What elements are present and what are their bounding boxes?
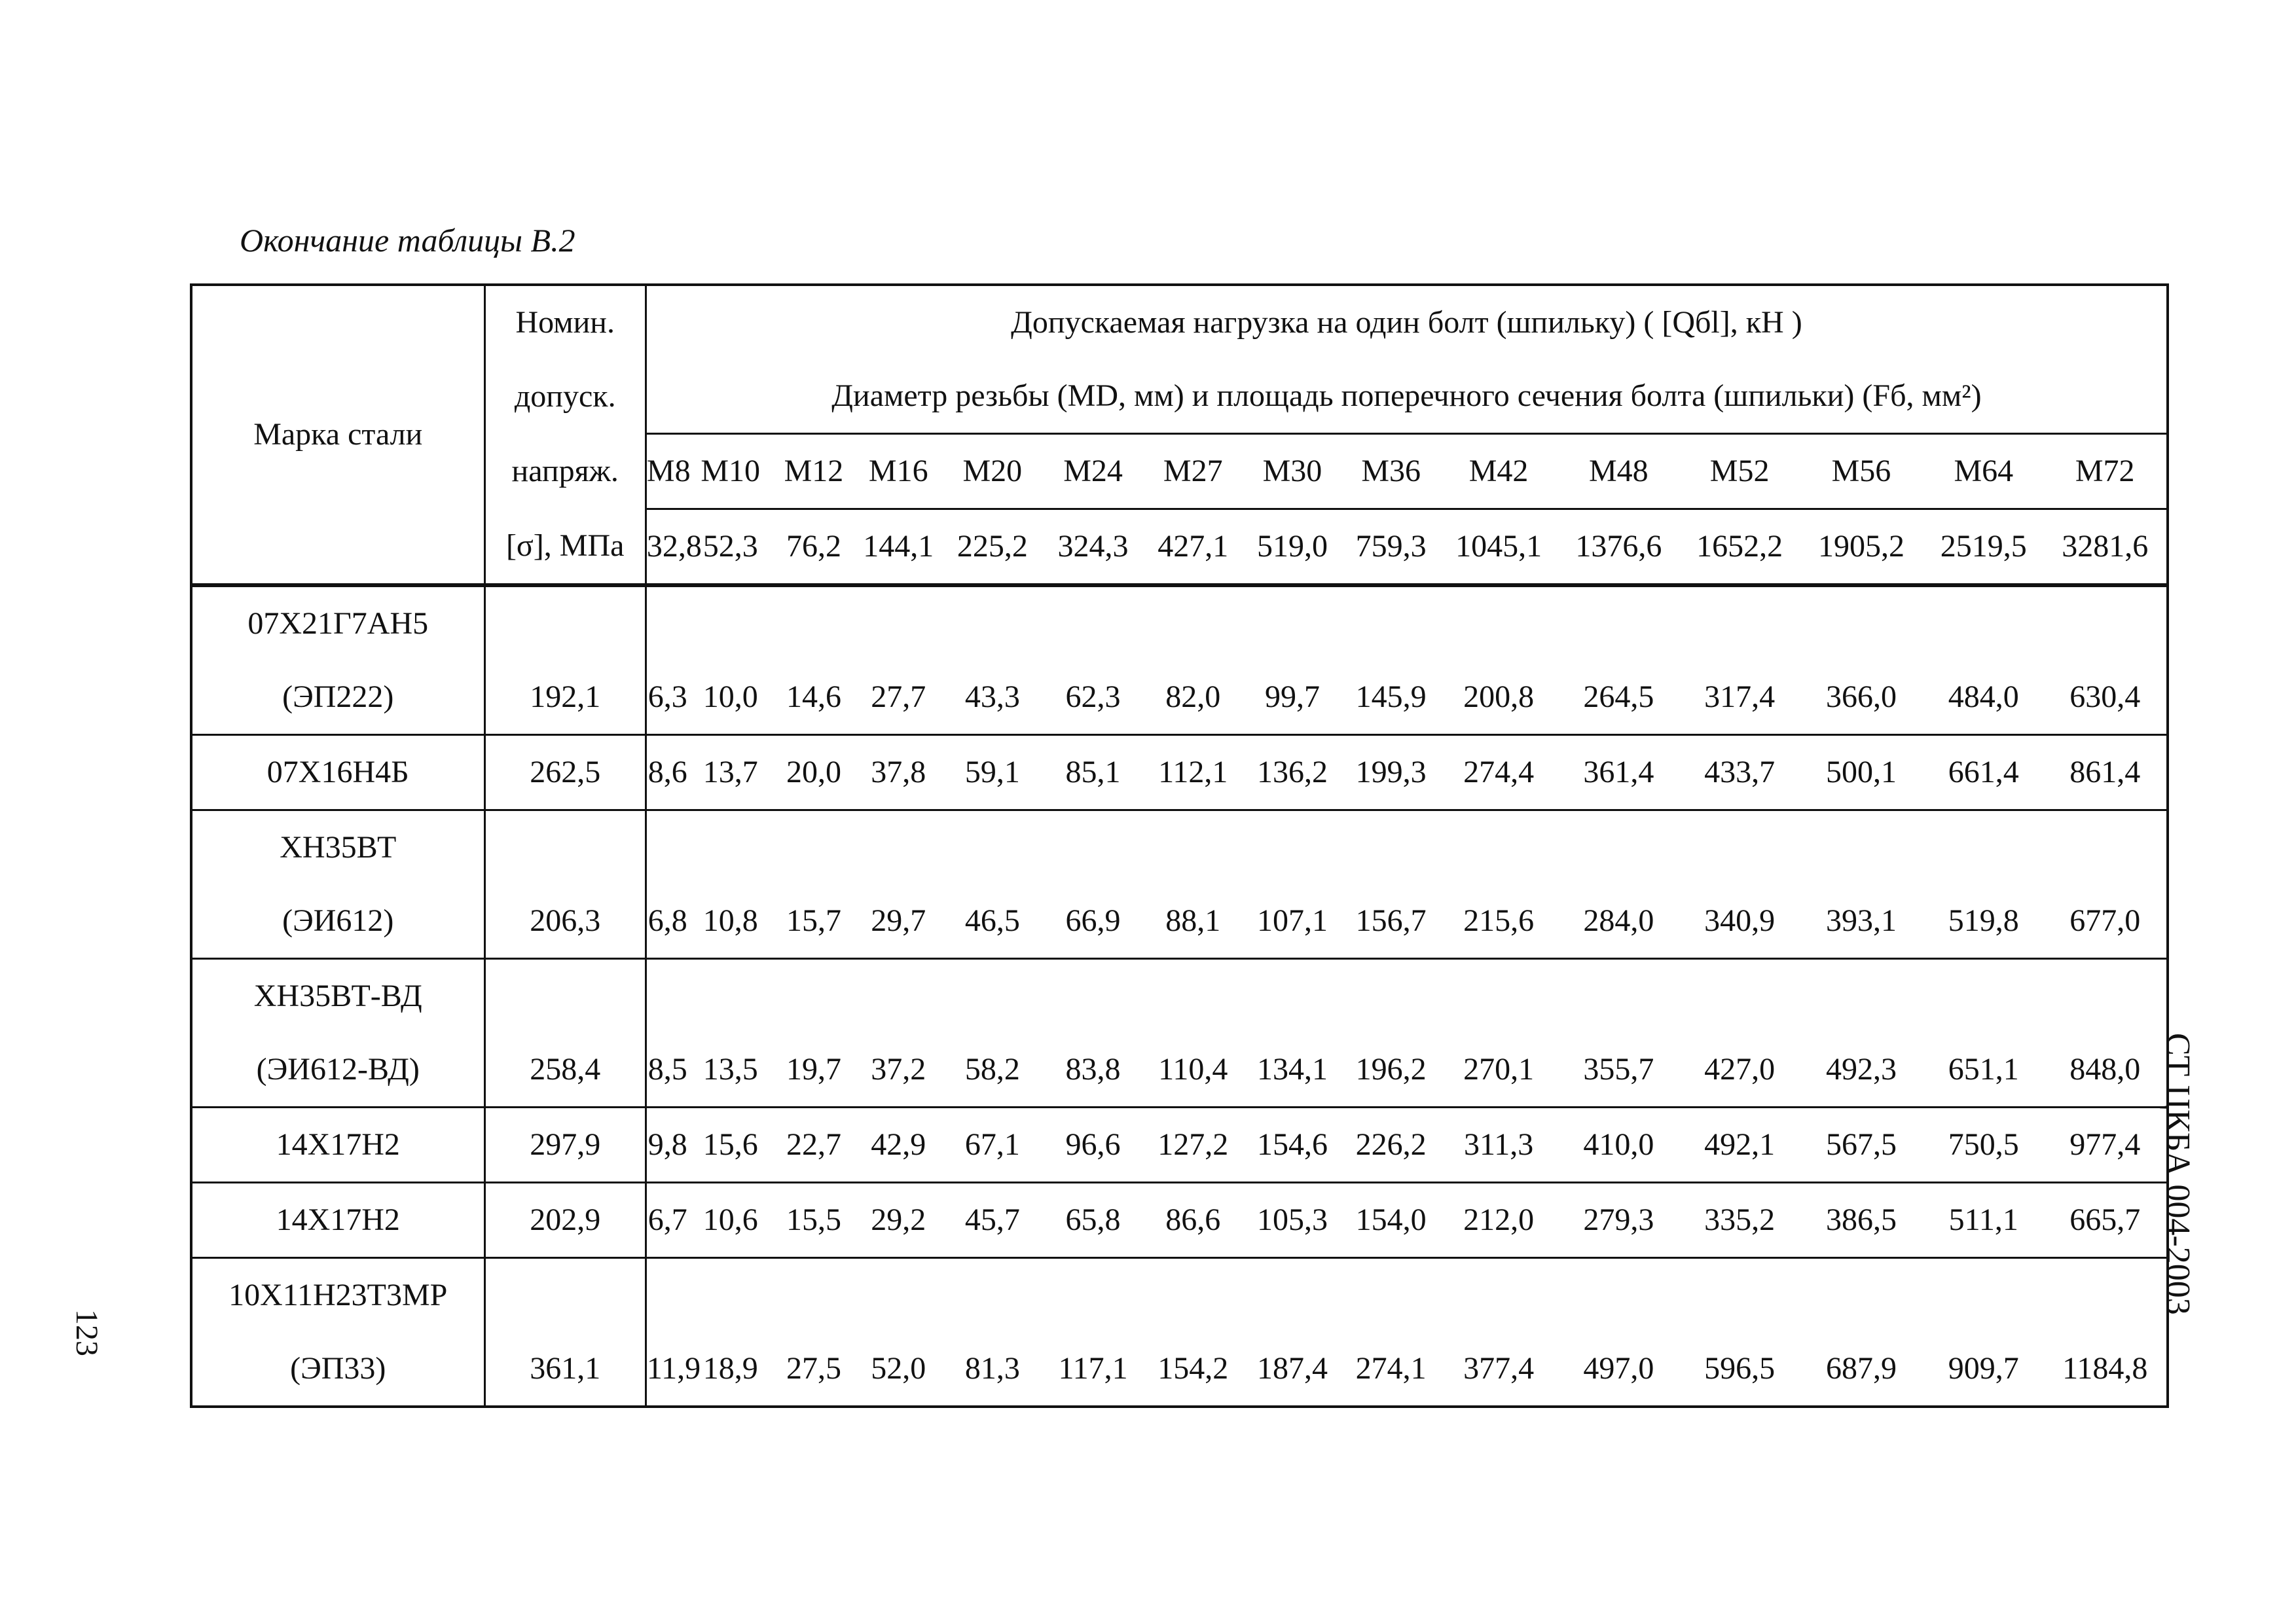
header-diameter-1: М10: [689, 434, 773, 509]
load-value: 492,3: [1799, 1033, 1923, 1108]
header-diameter-0: М8: [646, 434, 688, 509]
load-value: 196,2: [1341, 1033, 1440, 1108]
header-load-title: Допускаемая нагрузка на один болт (шпильку) ( [Qбl], кН ): [646, 285, 2168, 359]
header-area-3: 144,1: [855, 509, 941, 586]
header-stress-line-1: Номин.: [484, 285, 646, 359]
load-value: 861,4: [2043, 735, 2168, 810]
load-value: 386,5: [1799, 1183, 1923, 1258]
table-row: [191, 1183, 2168, 1258]
load-value: 8,6: [646, 735, 688, 810]
steel-grade-alias: (ЭП33): [191, 1332, 484, 1407]
allowable-stress: 202,9: [484, 1183, 646, 1258]
load-value: 83,8: [1043, 1033, 1143, 1108]
load-value: 661,4: [1923, 735, 2043, 810]
steel-grade-name: ХН35ВТ-ВД: [191, 959, 484, 1034]
header-diameter-14: М72: [2043, 434, 2168, 509]
load-value: 65,8: [1043, 1183, 1143, 1258]
load-value: 19,7: [773, 1033, 855, 1108]
page-number: 123: [69, 1309, 104, 1356]
load-value: 361,4: [1557, 735, 1680, 810]
load-value: 15,6: [689, 1108, 773, 1183]
steel-grade-name: 14Х17Н2: [191, 1108, 484, 1183]
blank-cell: [646, 585, 2168, 660]
load-value: 317,4: [1681, 660, 1799, 735]
header-diameter-7: М30: [1243, 434, 1342, 509]
load-value: 630,4: [2043, 660, 2168, 735]
load-value: 22,7: [773, 1108, 855, 1183]
load-value: 677,0: [2043, 884, 2168, 959]
load-value: 433,7: [1681, 735, 1799, 810]
load-value: 136,2: [1243, 735, 1342, 810]
header-diameter-10: М48: [1557, 434, 1680, 509]
header-area-10: 1376,6: [1557, 509, 1680, 586]
load-value: 88,1: [1143, 884, 1243, 959]
steel-grade-name: 07Х21Г7АН5: [191, 585, 484, 660]
load-value: 355,7: [1557, 1033, 1680, 1108]
load-value: 154,2: [1143, 1332, 1243, 1407]
load-value: 6,8: [646, 884, 688, 959]
load-value: 117,1: [1043, 1332, 1143, 1407]
header-area-6: 427,1: [1143, 509, 1243, 586]
load-value: 687,9: [1799, 1332, 1923, 1407]
table-row: [191, 1033, 2168, 1108]
blank-cell: [646, 1258, 2168, 1333]
load-value: 67,1: [941, 1108, 1043, 1183]
load-value: 105,3: [1243, 1183, 1342, 1258]
load-value: 377,4: [1440, 1332, 1557, 1407]
load-value: 8,5: [646, 1033, 688, 1108]
load-value: 511,1: [1923, 1183, 2043, 1258]
load-value: 10,8: [689, 884, 773, 959]
load-value: 154,6: [1243, 1108, 1342, 1183]
load-value: 27,5: [773, 1332, 855, 1407]
load-value: 427,0: [1681, 1033, 1799, 1108]
load-value: 42,9: [855, 1108, 941, 1183]
load-value: 127,2: [1143, 1108, 1243, 1183]
steel-grade-name: ХН35ВТ: [191, 810, 484, 885]
header-diameter-6: М27: [1143, 434, 1243, 509]
header-diameter-12: М56: [1799, 434, 1923, 509]
blank-cell: [484, 959, 646, 1034]
allowable-stress: 258,4: [484, 1033, 646, 1108]
load-value: 82,0: [1143, 660, 1243, 735]
allowable-stress: 206,3: [484, 884, 646, 959]
load-value: 212,0: [1440, 1183, 1557, 1258]
table-row: [191, 735, 2168, 810]
table-caption: Окончание таблицы В.2: [240, 222, 575, 259]
header-area-12: 1905,2: [1799, 509, 1923, 586]
table-row: [191, 1332, 2168, 1407]
header-area-13: 2519,5: [1923, 509, 2043, 586]
load-value: 274,1: [1341, 1332, 1440, 1407]
steel-grade-name: 07Х16Н4Б: [191, 735, 484, 810]
load-value: 9,8: [646, 1108, 688, 1183]
bolt-load-table: [190, 283, 2169, 1408]
load-value: 750,5: [1923, 1108, 2043, 1183]
blank-cell: [646, 959, 2168, 1034]
load-value: 270,1: [1440, 1033, 1557, 1108]
table-row: [191, 660, 2168, 735]
blank-cell: [484, 810, 646, 885]
load-value: 10,0: [689, 660, 773, 735]
header-area-2: 76,2: [773, 509, 855, 586]
header-diameter-8: М36: [1341, 434, 1440, 509]
load-value: 99,7: [1243, 660, 1342, 735]
load-value: 37,8: [855, 735, 941, 810]
header-area-4: 225,2: [941, 509, 1043, 586]
load-value: 284,0: [1557, 884, 1680, 959]
load-value: 58,2: [941, 1033, 1043, 1108]
load-value: 29,7: [855, 884, 941, 959]
load-value: 59,1: [941, 735, 1043, 810]
load-value: 187,4: [1243, 1332, 1342, 1407]
load-value: 366,0: [1799, 660, 1923, 735]
steel-grade-name: 10Х11Н23Т3МР: [191, 1258, 484, 1333]
blank-cell: [646, 810, 2168, 885]
load-value: 66,9: [1043, 884, 1143, 959]
blank-cell: [484, 1258, 646, 1333]
steel-grade-name: 14Х17Н2: [191, 1183, 484, 1258]
header-diameter-3: М16: [855, 434, 941, 509]
blank-cell: [484, 585, 646, 660]
header-area-11: 1652,2: [1681, 509, 1799, 586]
load-value: 13,7: [689, 735, 773, 810]
header-area-8: 759,3: [1341, 509, 1440, 586]
header-area-0: 32,8: [646, 509, 688, 586]
allowable-stress: 297,9: [484, 1108, 646, 1183]
load-value: 492,1: [1681, 1108, 1799, 1183]
load-value: 6,3: [646, 660, 688, 735]
header-diameter-9: М42: [1440, 434, 1557, 509]
load-value: 15,5: [773, 1183, 855, 1258]
load-value: 279,3: [1557, 1183, 1680, 1258]
steel-grade-alias: (ЭП222): [191, 660, 484, 735]
header-stress-line-2: допуск.: [484, 359, 646, 434]
load-value: 311,3: [1440, 1108, 1557, 1183]
load-value: 81,3: [941, 1332, 1043, 1407]
load-value: 29,2: [855, 1183, 941, 1258]
load-value: 264,5: [1557, 660, 1680, 735]
header-area-14: 3281,6: [2043, 509, 2168, 586]
load-value: 651,1: [1923, 1033, 2043, 1108]
allowable-stress: 192,1: [484, 660, 646, 735]
load-value: 27,7: [855, 660, 941, 735]
load-value: 37,2: [855, 1033, 941, 1108]
load-value: 497,0: [1557, 1332, 1680, 1407]
load-value: 11,9: [646, 1332, 688, 1407]
load-value: 13,5: [689, 1033, 773, 1108]
load-value: 500,1: [1799, 735, 1923, 810]
load-value: 335,2: [1681, 1183, 1799, 1258]
header-stress-line-4: [σ], МПа: [484, 509, 646, 586]
load-value: 519,8: [1923, 884, 2043, 959]
steel-grade-alias: (ЭИ612): [191, 884, 484, 959]
load-value: 199,3: [1341, 735, 1440, 810]
load-value: 909,7: [1923, 1332, 2043, 1407]
document-code: СТ ЦКБА 004-2003: [2159, 1033, 2196, 1315]
load-value: 596,5: [1681, 1332, 1799, 1407]
load-value: 86,6: [1143, 1183, 1243, 1258]
header-stress-line-3: напряж.: [484, 434, 646, 509]
header-diameter-4: М20: [941, 434, 1043, 509]
load-value: 134,1: [1243, 1033, 1342, 1108]
load-value: 393,1: [1799, 884, 1923, 959]
load-value: 45,7: [941, 1183, 1043, 1258]
header-diameter-13: М64: [1923, 434, 2043, 509]
load-value: 340,9: [1681, 884, 1799, 959]
load-value: 848,0: [2043, 1033, 2168, 1108]
load-value: 215,6: [1440, 884, 1557, 959]
header-diameter-5: М24: [1043, 434, 1143, 509]
load-value: 52,0: [855, 1332, 941, 1407]
header-area-9: 1045,1: [1440, 509, 1557, 586]
load-value: 96,6: [1043, 1108, 1143, 1183]
steel-grade-alias: (ЭИ612-ВД): [191, 1033, 484, 1108]
load-value: 107,1: [1243, 884, 1342, 959]
load-value: 484,0: [1923, 660, 2043, 735]
table-row: [191, 884, 2168, 959]
header-diameter-2: М12: [773, 434, 855, 509]
header-steel-grade: Марка стали: [191, 285, 484, 585]
load-value: 18,9: [689, 1332, 773, 1407]
load-value: 665,7: [2043, 1183, 2168, 1258]
header-area-7: 519,0: [1243, 509, 1342, 586]
load-value: 15,7: [773, 884, 855, 959]
load-value: 43,3: [941, 660, 1043, 735]
load-value: 112,1: [1143, 735, 1243, 810]
header-diameter-title: [646, 359, 2168, 434]
table-row: [191, 1108, 2168, 1183]
allowable-stress: 361,1: [484, 1332, 646, 1407]
header-area-1: 52,3: [689, 509, 773, 586]
load-value: 110,4: [1143, 1033, 1243, 1108]
allowable-stress: 262,5: [484, 735, 646, 810]
load-value: 274,4: [1440, 735, 1557, 810]
load-value: 567,5: [1799, 1108, 1923, 1183]
header-area-5: 324,3: [1043, 509, 1143, 586]
header-diameter-title-text: Диаметр резьбы (MD, мм) и площадь поперечного сечения болта (шпильки) (Fб, мм²): [831, 378, 1982, 413]
load-value: 154,0: [1341, 1183, 1440, 1258]
load-value: 46,5: [941, 884, 1043, 959]
load-value: 200,8: [1440, 660, 1557, 735]
load-value: 156,7: [1341, 884, 1440, 959]
load-value: 410,0: [1557, 1108, 1680, 1183]
load-value: 977,4: [2043, 1108, 2168, 1183]
header-diameter-11: М52: [1681, 434, 1799, 509]
load-value: 20,0: [773, 735, 855, 810]
load-value: 145,9: [1341, 660, 1440, 735]
load-value: 14,6: [773, 660, 855, 735]
load-value: 10,6: [689, 1183, 773, 1258]
load-value: 1184,8: [2043, 1332, 2168, 1407]
load-value: 62,3: [1043, 660, 1143, 735]
load-value: 226,2: [1341, 1108, 1440, 1183]
load-value: 85,1: [1043, 735, 1143, 810]
load-value: 6,7: [646, 1183, 688, 1258]
